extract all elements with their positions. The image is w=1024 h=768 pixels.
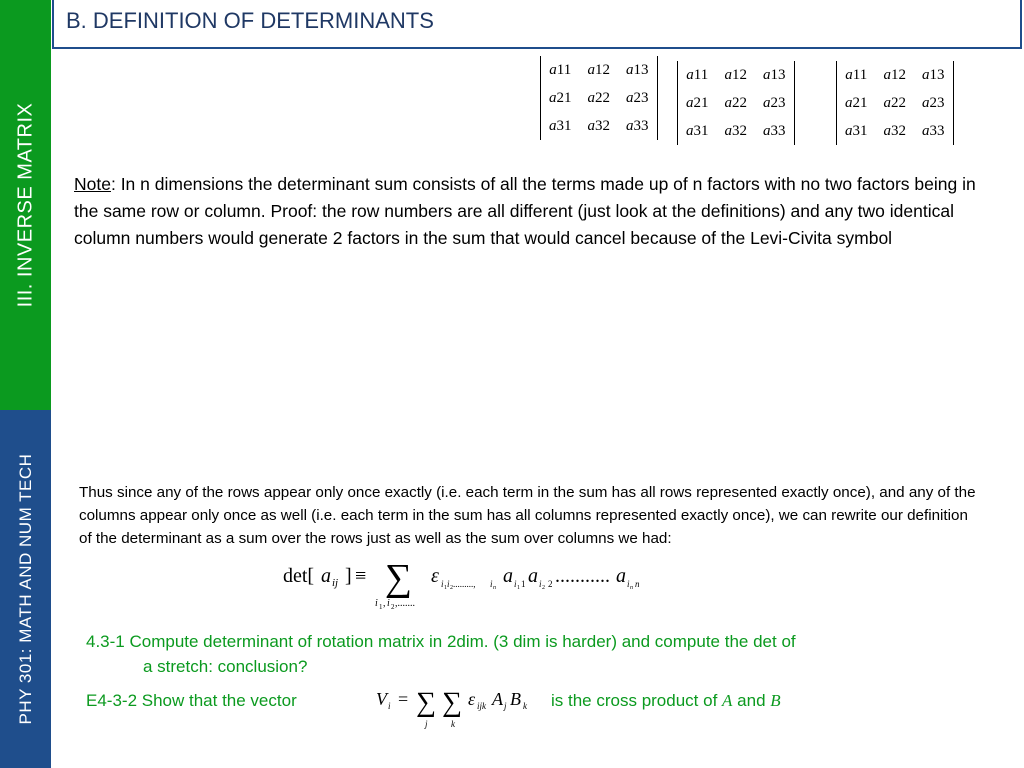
- svg-text:.........,: .........,: [453, 579, 476, 589]
- determinant-matrix-1: [540, 56, 658, 140]
- svg-text:j: j: [504, 701, 507, 711]
- sidebar-section-label: III. INVERSE MATRIX: [14, 102, 36, 308]
- exercise-4-3-1-line1: 4.3-1 Compute determinant of rotation matrix in 2dim. (3 dim is harder) and compute the det of: [86, 632, 796, 651]
- svg-text:i: i: [387, 598, 390, 609]
- vector-a-symbol: A: [722, 691, 733, 710]
- svg-text:ε: ε: [468, 689, 476, 709]
- matrix-cell: a21: [549, 89, 572, 106]
- matrix-cell: a11: [845, 66, 868, 83]
- vector-b-symbol: B: [770, 691, 781, 710]
- matrix-cell: a23: [763, 94, 786, 111]
- determinant-sum-formula: [283, 556, 683, 616]
- svg-text:i: i: [388, 701, 391, 711]
- note-paragraph: [74, 171, 994, 252]
- svg-text:k: k: [451, 719, 455, 729]
- note-text: : In n dimensions the determinant sum consists of all the terms made up of n factors with no two factors being in the same row or column. Proof: the row numbers are all different (just look at the definitions) and any two identical column numbers would generate 2 factors in the sum that would cancel because of the Levi-Civita symbol: [74, 174, 976, 248]
- matrix-cell: a22: [587, 89, 610, 106]
- svg-text:i: i: [514, 579, 517, 589]
- note-label: Note: [74, 174, 111, 194]
- svg-text:a: a: [321, 565, 331, 587]
- svg-text:∑: ∑: [442, 687, 462, 718]
- matrix-cell: a31: [845, 122, 868, 139]
- svg-text:a: a: [528, 565, 538, 587]
- svg-text:n: n: [635, 579, 640, 589]
- svg-text:n: n: [493, 585, 496, 591]
- exercise-e4-3-2-suffix: [551, 688, 971, 713]
- svg-text:i: i: [441, 579, 444, 589]
- svg-text:1: 1: [379, 603, 383, 611]
- svg-text:]: ]: [345, 565, 352, 587]
- svg-text:2: 2: [542, 585, 545, 591]
- svg-text:...........: ...........: [555, 565, 610, 587]
- svg-text:ε: ε: [431, 565, 439, 587]
- svg-text:=: =: [398, 689, 409, 709]
- matrix-cell: a32: [883, 122, 906, 139]
- matrix-cell: a21: [845, 94, 868, 111]
- svg-text:i: i: [627, 579, 630, 589]
- svg-text:n: n: [630, 585, 633, 591]
- matrix-cell: a12: [883, 66, 906, 83]
- svg-text:det[: det[: [283, 565, 315, 587]
- matrix-cell: a23: [922, 94, 945, 111]
- matrix-cell: a13: [922, 66, 945, 83]
- sidebar-course-band: [0, 410, 51, 768]
- svg-text:2: 2: [450, 585, 453, 591]
- svg-text:a: a: [503, 565, 513, 587]
- svg-text:2: 2: [391, 603, 395, 611]
- and-text: and: [737, 691, 766, 710]
- sidebar-course-label: PHY 301: MATH AND NUM TECH: [15, 453, 35, 725]
- svg-text:B: B: [510, 689, 521, 709]
- matrix-cell: a33: [763, 122, 786, 139]
- svg-text:ij: ij: [332, 577, 339, 589]
- exercise-e4-3-2-suffix-text: is the cross product of: [551, 691, 718, 710]
- svg-text:i: i: [539, 579, 542, 589]
- exercise-e4-3-2-prefix: E4-3-2 Show that the vector: [86, 691, 297, 710]
- svg-text:2: 2: [548, 579, 553, 589]
- matrix-cell: a11: [686, 66, 709, 83]
- matrix-cell: a33: [922, 122, 945, 139]
- matrix-cell: a12: [724, 66, 747, 83]
- svg-text:i: i: [375, 598, 378, 609]
- cross-product-formula: [370, 683, 540, 733]
- matrix-cell: a33: [626, 117, 649, 134]
- svg-text:i: i: [490, 579, 493, 589]
- determinant-matrix-3: [836, 61, 954, 145]
- matrix-cell: a22: [724, 94, 747, 111]
- svg-text:,: ,: [383, 598, 386, 609]
- svg-text:∑: ∑: [385, 557, 413, 599]
- matrix-cell: a22: [883, 94, 906, 111]
- matrix-cell: a31: [549, 117, 572, 134]
- svg-text:,.......: ,.......: [395, 598, 415, 609]
- matrix-cell: a32: [587, 117, 610, 134]
- svg-text:∑: ∑: [416, 687, 436, 718]
- matrix-cell: a11: [549, 61, 572, 78]
- svg-text:ijk: ijk: [477, 701, 486, 711]
- svg-text:k: k: [523, 701, 527, 711]
- svg-text:a: a: [616, 565, 626, 587]
- matrix-cell: a12: [587, 61, 610, 78]
- page-title: B. DEFINITION OF DETERMINANTS: [66, 8, 434, 33]
- svg-text:V: V: [376, 689, 387, 709]
- exercise-4-3-1-line2: a stretch: conclusion?: [143, 657, 308, 676]
- rows-columns-paragraph: Thus since any of the rows appear only once exactly (i.e. each term in the sum has all rows represented exactly once), and any of the columns appear only once as well (i.e. each term in the sum has all columns represented exactly once), we can rewrite our definition of the determinant as a sum over the rows just as well as the sum over columns we had:: [79, 484, 976, 547]
- svg-text:1: 1: [444, 585, 447, 591]
- exercise-4-3-1: [86, 629, 991, 679]
- sidebar-section-band: [0, 0, 51, 410]
- svg-text:≡: ≡: [355, 565, 367, 587]
- svg-text:A: A: [492, 689, 503, 709]
- determinant-matrix-2: [677, 61, 795, 145]
- matrix-cell: a31: [686, 122, 709, 139]
- svg-text:j: j: [425, 719, 428, 729]
- matrix-cell: a21: [686, 94, 709, 111]
- matrix-cell: a13: [763, 66, 786, 83]
- matrix-cell: a13: [626, 61, 649, 78]
- svg-text:1: 1: [521, 579, 526, 589]
- title-box: [52, 0, 1022, 49]
- matrix-cell: a23: [626, 89, 649, 106]
- svg-text:1: 1: [517, 585, 520, 591]
- svg-text:i: i: [447, 579, 450, 589]
- matrix-cell: a32: [724, 122, 747, 139]
